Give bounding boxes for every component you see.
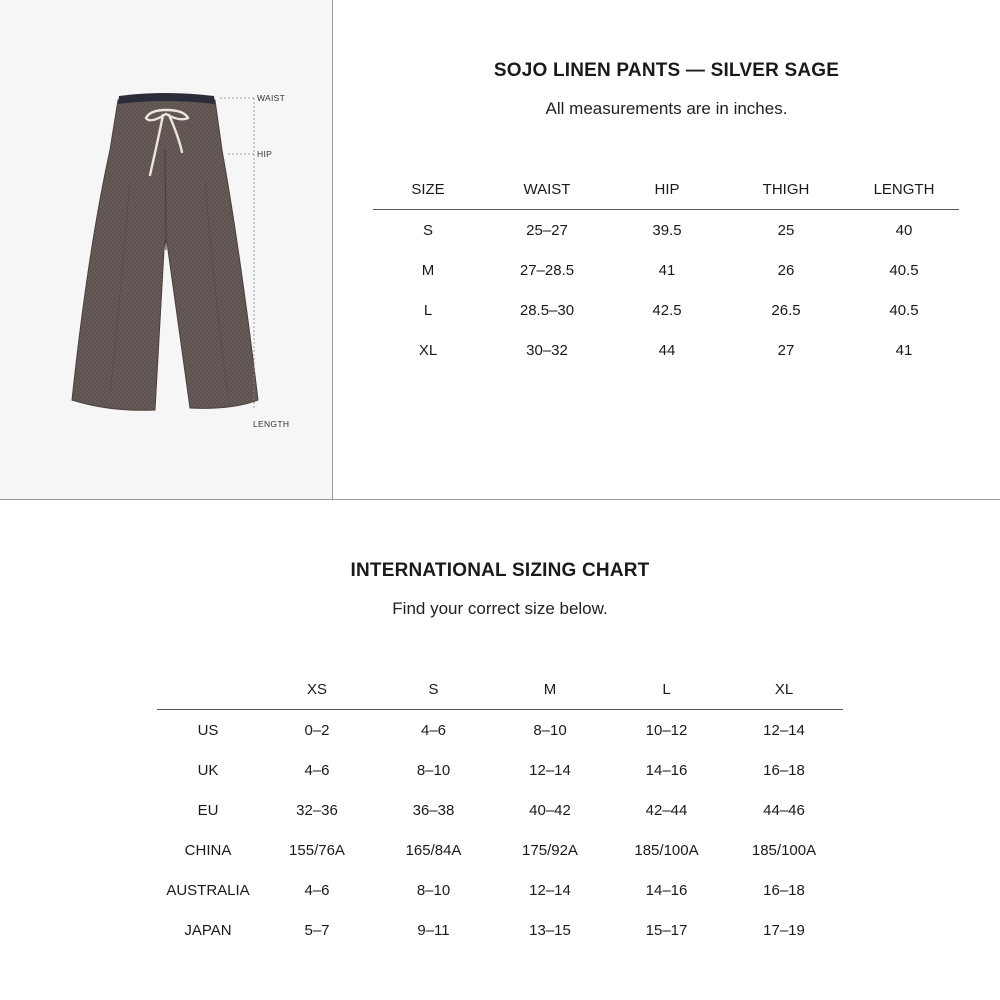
international-row-label: AUSTRALIA [166, 881, 250, 899]
international-cell: 165/84A [405, 841, 462, 859]
international-header-cell: M [543, 680, 557, 698]
international-cell: 16–18 [763, 881, 805, 899]
measurements-header-cell: SIZE [411, 180, 445, 198]
product-subtitle: All measurements are in inches. [545, 99, 788, 118]
international-cell: 0–2 [304, 721, 330, 739]
section-divider [333, 499, 1000, 500]
measurements-cell: 25 [777, 221, 795, 239]
international-cell: 13–15 [529, 921, 571, 939]
measurements-cell: 26 [777, 261, 795, 279]
measurements-cell: 40.5 [889, 301, 919, 319]
measurements-row [373, 250, 959, 290]
measurements-cell: 30–32 [526, 341, 568, 359]
international-row-label: US [197, 721, 219, 739]
international-cell: 8–10 [416, 761, 451, 779]
measurements-row [373, 290, 959, 330]
international-cell: 8–10 [416, 881, 451, 899]
international-cell: 155/76A [289, 841, 345, 859]
international-cell: 12–14 [529, 881, 571, 899]
measurements-row [373, 330, 959, 370]
international-cell: 185/100A [751, 841, 817, 859]
measurements-row-label: L [423, 301, 433, 319]
international-row [157, 910, 843, 950]
measurements-cell: 40 [895, 221, 913, 239]
length-label: LENGTH [253, 419, 290, 429]
measurements-cell: 41 [658, 261, 676, 279]
hip-label: HIP [257, 149, 273, 159]
measurements-header-cell: WAIST [523, 180, 571, 198]
measurements-row-label: XL [418, 341, 438, 359]
international-cell: 10–12 [645, 721, 688, 739]
pants-shape [72, 96, 258, 410]
international-subtitle: Find your correct size below. [392, 599, 608, 618]
measurements-header-cell: HIP [654, 180, 680, 198]
measurements-header-cell: LENGTH [873, 180, 935, 198]
international-row [157, 870, 843, 910]
international-row-label: EU [197, 801, 219, 819]
measurements-row-label: S [422, 221, 433, 239]
measurements-cell: 42.5 [652, 301, 682, 319]
international-cell: 16–18 [763, 761, 805, 779]
international-row-label: JAPAN [184, 921, 232, 939]
measurements-cell: 40.5 [889, 261, 919, 279]
international-cell: 4–6 [304, 881, 330, 899]
measurements-cell: 44 [658, 341, 676, 359]
international-cell: 5–7 [304, 921, 330, 939]
international-row [157, 830, 843, 870]
measurements-cell: 25–27 [526, 221, 568, 239]
international-cell: 9–11 [417, 921, 450, 939]
international-row-label: CHINA [184, 841, 232, 859]
measurements-row [373, 210, 959, 251]
international-cell: 8–10 [533, 721, 567, 739]
international-row [157, 790, 843, 830]
international-cell: 42–44 [645, 801, 688, 819]
international-cell: 40–42 [529, 801, 571, 819]
international-cell: 12–14 [763, 721, 805, 739]
international-cell: 32–36 [296, 801, 338, 819]
product-title: SOJO LINEN PANTS — SILVER SAGE [493, 60, 840, 81]
international-cell: 17–19 [763, 921, 805, 939]
international-row-label: UK [197, 761, 219, 779]
measurements-cell: 39.5 [652, 221, 682, 239]
international-row [157, 750, 843, 790]
measurements-table [373, 169, 959, 370]
measurements-cell: 41 [895, 341, 913, 359]
international-cell: 185/100A [634, 841, 699, 859]
international-header-cell: S [428, 680, 439, 698]
international-cell: 4–6 [420, 721, 447, 739]
international-header-cell: XS [306, 680, 327, 698]
international-cell: 44–46 [763, 801, 805, 819]
international-cell: 15–17 [645, 921, 688, 939]
international-header-cell [157, 669, 259, 710]
international-sizing-table [157, 669, 843, 950]
international-cell: 4–6 [304, 761, 330, 779]
international-header-cell: XL [774, 680, 794, 698]
measurements-cell: 28.5–30 [519, 301, 575, 319]
international-header-cell: L [662, 680, 671, 698]
international-row [157, 710, 843, 751]
international-cell: 175/92A [522, 841, 578, 859]
international-cell: 14–16 [645, 761, 688, 779]
international-cell: 12–14 [529, 761, 571, 779]
measurements-header-row [373, 169, 959, 210]
international-header-row [157, 669, 843, 710]
international-cell: 36–38 [412, 801, 455, 819]
measurements-cell: 26.5 [771, 301, 801, 319]
measurements-cell: 27 [777, 341, 795, 359]
international-title: INTERNATIONAL SIZING CHART [350, 560, 650, 581]
measurements-header-cell: THIGH [762, 180, 810, 198]
product-image-panel [0, 0, 333, 500]
measurements-row-label: M [421, 261, 435, 279]
waist-label: WAIST [257, 93, 286, 103]
international-cell: 14–16 [645, 881, 688, 899]
measurements-cell: 27–28.5 [519, 261, 575, 279]
